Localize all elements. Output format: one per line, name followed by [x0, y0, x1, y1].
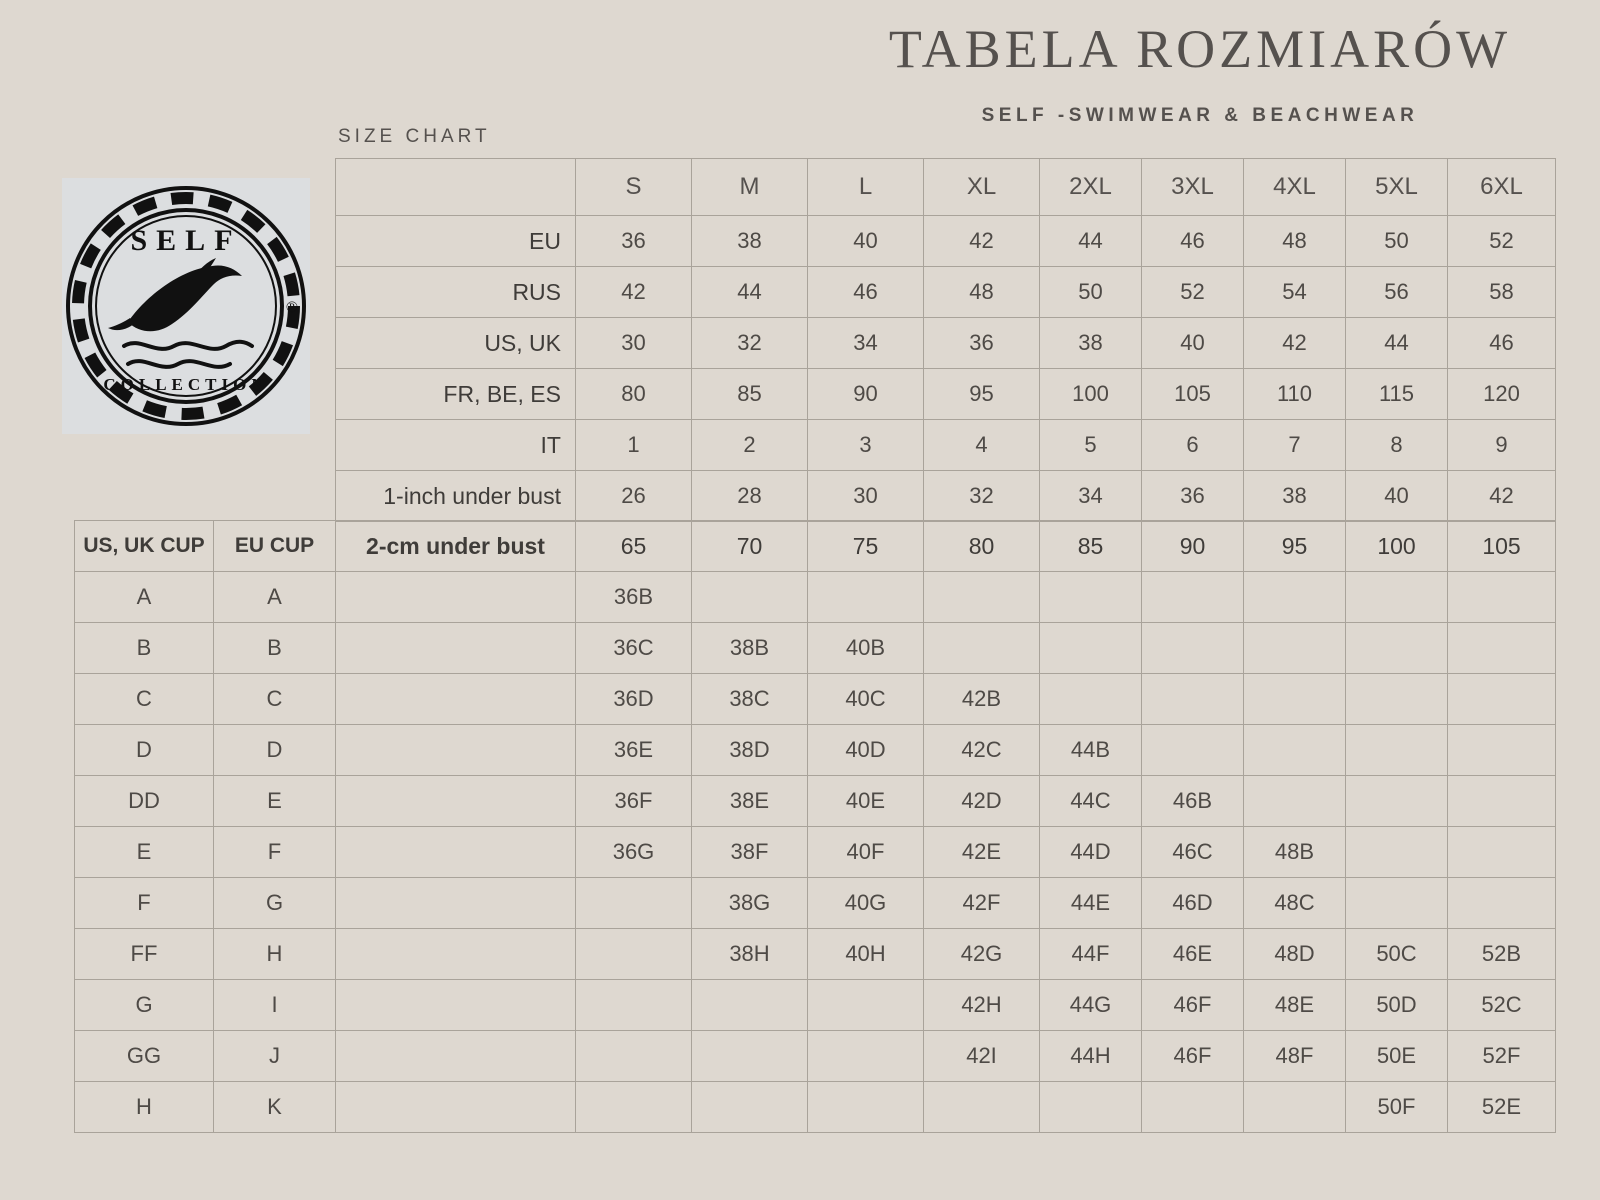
metric-cell: 42 [1448, 471, 1556, 522]
table-row [75, 674, 1556, 725]
cup-cell [692, 572, 808, 623]
cup-spacer-cell [336, 929, 576, 980]
cup-eu-label: F [214, 827, 336, 878]
cup-cell [576, 980, 692, 1031]
cup-cell: 40B [808, 623, 924, 674]
metric-cell: 105 [1142, 369, 1244, 420]
cup-spacer-cell [336, 725, 576, 776]
cup-cell [1040, 623, 1142, 674]
cup-eu-label: I [214, 980, 336, 1031]
cup-us-uk-label: FF [75, 929, 214, 980]
cup-cell: 48F [1244, 1031, 1346, 1082]
cup-cell: 42H [924, 980, 1040, 1031]
cup-cell [1448, 827, 1556, 878]
cup-eu-label: B [214, 623, 336, 674]
cup-spacer-cell [336, 827, 576, 878]
metric-row-label: US, UK [336, 318, 576, 369]
cup-cell [1244, 1082, 1346, 1133]
cup-cell: 50F [1346, 1082, 1448, 1133]
cup-cell [1346, 776, 1448, 827]
metric-cell: 44 [692, 267, 808, 318]
cup-cell [1142, 674, 1244, 725]
table-row [336, 420, 1556, 471]
cup-header-eu: EU CUP [214, 521, 336, 572]
cup-spacer-cell [336, 776, 576, 827]
cup-cell [1244, 725, 1346, 776]
cup-cell [692, 1082, 808, 1133]
cup-cell: 40H [808, 929, 924, 980]
cup-cell: 36B [576, 572, 692, 623]
metric-cell: 80 [576, 369, 692, 420]
cup-cell [1346, 674, 1448, 725]
metric-cell: 30 [808, 471, 924, 522]
metric-header-M: M [692, 159, 808, 216]
table-row [75, 572, 1556, 623]
cup-cell [576, 1031, 692, 1082]
cup-spacer-cell [336, 878, 576, 929]
cup-cell [1346, 827, 1448, 878]
cup-cell: 38F [692, 827, 808, 878]
cup-cell [1448, 623, 1556, 674]
metric-cell: 26 [576, 471, 692, 522]
cup-spacer-cell [336, 1031, 576, 1082]
cup-us-uk-label: G [75, 980, 214, 1031]
cup-us-uk-label: B [75, 623, 214, 674]
table-row [336, 318, 1556, 369]
cup-cell [924, 1082, 1040, 1133]
cup-header-measure: 70 [692, 521, 808, 572]
metric-header-4XL: 4XL [1244, 159, 1346, 216]
cup-cell: 46F [1142, 1031, 1244, 1082]
metric-cell: 38 [1040, 318, 1142, 369]
metric-cell: 85 [692, 369, 808, 420]
cup-cell: 52F [1448, 1031, 1556, 1082]
metric-cell: 115 [1346, 369, 1448, 420]
metric-cell: 32 [692, 318, 808, 369]
cup-cell: 42F [924, 878, 1040, 929]
cup-cell [1448, 674, 1556, 725]
metric-cell: 50 [1040, 267, 1142, 318]
metric-cell: 44 [1040, 216, 1142, 267]
metric-cell: 38 [692, 216, 808, 267]
cup-cell: 44G [1040, 980, 1142, 1031]
cup-header-measure: 80 [924, 521, 1040, 572]
cup-spacer-cell [336, 980, 576, 1031]
cup-cell: 40F [808, 827, 924, 878]
cup-eu-label: E [214, 776, 336, 827]
table-row [336, 267, 1556, 318]
metric-cell: 36 [1142, 471, 1244, 522]
cup-cell [1040, 572, 1142, 623]
metric-cell: 34 [808, 318, 924, 369]
metric-cell: 46 [808, 267, 924, 318]
cup-eu-label: C [214, 674, 336, 725]
cup-cell: 36E [576, 725, 692, 776]
cup-cell [576, 1082, 692, 1133]
cup-header-measure: 95 [1244, 521, 1346, 572]
cup-cell [1142, 725, 1244, 776]
cup-cell [1244, 776, 1346, 827]
cup-cell [1040, 1082, 1142, 1133]
metric-cell: 120 [1448, 369, 1556, 420]
table-row [75, 776, 1556, 827]
cup-cell [808, 572, 924, 623]
cup-cell: 38E [692, 776, 808, 827]
cup-us-uk-label: DD [75, 776, 214, 827]
metric-cell: 5 [1040, 420, 1142, 471]
cup-cell [1346, 878, 1448, 929]
cup-cell: 48E [1244, 980, 1346, 1031]
cup-header-measure: 75 [808, 521, 924, 572]
metric-cell: 56 [1346, 267, 1448, 318]
metric-cell: 44 [1346, 318, 1448, 369]
metric-row-label: 1-inch under bust [336, 471, 576, 522]
cup-cell: 38B [692, 623, 808, 674]
metric-cell: 1 [576, 420, 692, 471]
cup-cell: 44E [1040, 878, 1142, 929]
metric-cell: 3 [808, 420, 924, 471]
metric-header-XL: XL [924, 159, 1040, 216]
metric-cell: 8 [1346, 420, 1448, 471]
cup-cell: 44F [1040, 929, 1142, 980]
table-row [75, 980, 1556, 1031]
cup-cell [808, 1031, 924, 1082]
cup-us-uk-label: E [75, 827, 214, 878]
cup-cell: 46D [1142, 878, 1244, 929]
metric-cell: 90 [808, 369, 924, 420]
cup-cell: 48D [1244, 929, 1346, 980]
metric-cell: 52 [1142, 267, 1244, 318]
metric-cell: 9 [1448, 420, 1556, 471]
cup-cell [1244, 623, 1346, 674]
size-chart-label: SIZE CHART [338, 126, 491, 147]
metric-cell: 4 [924, 420, 1040, 471]
cup-cell [692, 1031, 808, 1082]
cup-cell: 40E [808, 776, 924, 827]
cup-cell: 42D [924, 776, 1040, 827]
metric-header-L: L [808, 159, 924, 216]
cup-us-uk-label: D [75, 725, 214, 776]
metric-row-label: EU [336, 216, 576, 267]
cup-cell [808, 980, 924, 1031]
cup-us-uk-label: H [75, 1082, 214, 1133]
cup-cell: 38H [692, 929, 808, 980]
cup-cell [1346, 572, 1448, 623]
cup-us-uk-label: C [75, 674, 214, 725]
cup-cell [1448, 776, 1556, 827]
cup-us-uk-label: GG [75, 1031, 214, 1082]
table-row [336, 369, 1556, 420]
metric-cell: 42 [1244, 318, 1346, 369]
cup-cell: 52C [1448, 980, 1556, 1031]
cup-cell: 44C [1040, 776, 1142, 827]
cup-cell [1448, 725, 1556, 776]
cup-cell: 36G [576, 827, 692, 878]
table-row [75, 1082, 1556, 1133]
table-row [75, 623, 1556, 674]
cup-eu-label: D [214, 725, 336, 776]
table-row [75, 878, 1556, 929]
table-row [75, 725, 1556, 776]
metric-cell: 52 [1448, 216, 1556, 267]
metric-cell: 110 [1244, 369, 1346, 420]
metric-cell: 40 [808, 216, 924, 267]
metric-cell: 42 [924, 216, 1040, 267]
cup-cell: 46B [1142, 776, 1244, 827]
cup-eu-label: H [214, 929, 336, 980]
metric-cell: 46 [1448, 318, 1556, 369]
metric-header-3XL: 3XL [1142, 159, 1244, 216]
cup-cell: 42C [924, 725, 1040, 776]
cup-cell [924, 623, 1040, 674]
cup-cell: 36C [576, 623, 692, 674]
cup-cell [1346, 623, 1448, 674]
metric-header-corner [336, 159, 576, 216]
cup-cell [1448, 878, 1556, 929]
metric-header-2XL: 2XL [1040, 159, 1142, 216]
cup-cell [1244, 674, 1346, 725]
metric-cell: 30 [576, 318, 692, 369]
cup-cell: 48C [1244, 878, 1346, 929]
cup-cell: 42I [924, 1031, 1040, 1082]
cup-cell: 52B [1448, 929, 1556, 980]
metric-cell: 100 [1040, 369, 1142, 420]
cup-us-uk-label: F [75, 878, 214, 929]
cup-header-measure: 85 [1040, 521, 1142, 572]
cup-cell: 40G [808, 878, 924, 929]
cup-cell: 42G [924, 929, 1040, 980]
cup-spacer-cell [336, 1082, 576, 1133]
cup-cell [808, 1082, 924, 1133]
cup-cell [1244, 572, 1346, 623]
svg-text:®: ® [285, 299, 299, 316]
metric-header-6XL: 6XL [1448, 159, 1556, 216]
cup-cell [1448, 572, 1556, 623]
cup-cell: 38G [692, 878, 808, 929]
cup-header-under-bust: 2-cm under bust [336, 521, 576, 572]
table-row [75, 827, 1556, 878]
metric-cell: 40 [1142, 318, 1244, 369]
cup-us-uk-label: A [75, 572, 214, 623]
cup-cell: 52E [1448, 1082, 1556, 1133]
cup-header-row [75, 521, 1556, 572]
page-subtitle: SELF -SWIMWEAR & BEACHWEAR [981, 105, 1419, 126]
metric-cell: 42 [576, 267, 692, 318]
metric-row-label: FR, BE, ES [336, 369, 576, 420]
metric-cell: 36 [924, 318, 1040, 369]
table-row [75, 929, 1556, 980]
cup-spacer-cell [336, 674, 576, 725]
metric-header-5XL: 5XL [1346, 159, 1448, 216]
svg-text:COLLECTION: COLLECTION [103, 375, 269, 394]
svg-text:SELF: SELF [130, 224, 242, 257]
cup-spacer-cell [336, 572, 576, 623]
cup-cell: 38C [692, 674, 808, 725]
metric-cell: 50 [1346, 216, 1448, 267]
metric-cell: 46 [1142, 216, 1244, 267]
cup-size-table [74, 520, 1556, 1133]
metric-cell: 38 [1244, 471, 1346, 522]
metric-header-S: S [576, 159, 692, 216]
cup-cell: 46E [1142, 929, 1244, 980]
cup-cell [576, 878, 692, 929]
cup-header-measure: 65 [576, 521, 692, 572]
metric-cell: 36 [576, 216, 692, 267]
cup-header-measure: 90 [1142, 521, 1244, 572]
metric-row-label: RUS [336, 267, 576, 318]
metric-cell: 48 [1244, 216, 1346, 267]
cup-cell: 36D [576, 674, 692, 725]
cup-header-us-uk: US, UK CUP [75, 521, 214, 572]
table-row [336, 216, 1556, 267]
dolphin-logo-icon [62, 178, 310, 434]
cup-cell [576, 929, 692, 980]
cup-cell [1346, 725, 1448, 776]
cup-cell: 44B [1040, 725, 1142, 776]
cup-cell: 50E [1346, 1031, 1448, 1082]
cup-header-measure: 105 [1448, 521, 1556, 572]
cup-cell: 46C [1142, 827, 1244, 878]
metric-cell: 58 [1448, 267, 1556, 318]
metric-cell: 95 [924, 369, 1040, 420]
cup-cell [692, 980, 808, 1031]
cup-cell: 48B [1244, 827, 1346, 878]
size-metric-table [335, 158, 1556, 522]
metric-cell: 40 [1346, 471, 1448, 522]
cup-cell: 42B [924, 674, 1040, 725]
metric-header-row [336, 159, 1556, 216]
cup-eu-label: A [214, 572, 336, 623]
cup-cell: 46F [1142, 980, 1244, 1031]
cup-cell [1040, 674, 1142, 725]
metric-cell: 48 [924, 267, 1040, 318]
cup-cell: 50C [1346, 929, 1448, 980]
metric-cell: 28 [692, 471, 808, 522]
cup-eu-label: G [214, 878, 336, 929]
metric-row-label: IT [336, 420, 576, 471]
table-row [336, 471, 1556, 522]
cup-cell: 38D [692, 725, 808, 776]
cup-eu-label: J [214, 1031, 336, 1082]
cup-cell: 42E [924, 827, 1040, 878]
cup-cell: 40C [808, 674, 924, 725]
cup-cell: 40D [808, 725, 924, 776]
cup-cell: 44H [1040, 1031, 1142, 1082]
cup-cell: 50D [1346, 980, 1448, 1031]
metric-cell: 7 [1244, 420, 1346, 471]
cup-cell: 44D [1040, 827, 1142, 878]
metric-cell: 2 [692, 420, 808, 471]
cup-cell [1142, 623, 1244, 674]
cup-spacer-cell [336, 623, 576, 674]
table-row [75, 1031, 1556, 1082]
cup-cell [1142, 572, 1244, 623]
cup-cell [1142, 1082, 1244, 1133]
cup-cell [924, 572, 1040, 623]
page-title: TABELA ROZMIARÓW [888, 19, 1512, 79]
metric-cell: 34 [1040, 471, 1142, 522]
brand-logo [62, 178, 310, 434]
cup-eu-label: K [214, 1082, 336, 1133]
metric-cell: 54 [1244, 267, 1346, 318]
cup-cell: 36F [576, 776, 692, 827]
cup-header-measure: 100 [1346, 521, 1448, 572]
metric-cell: 32 [924, 471, 1040, 522]
metric-cell: 6 [1142, 420, 1244, 471]
